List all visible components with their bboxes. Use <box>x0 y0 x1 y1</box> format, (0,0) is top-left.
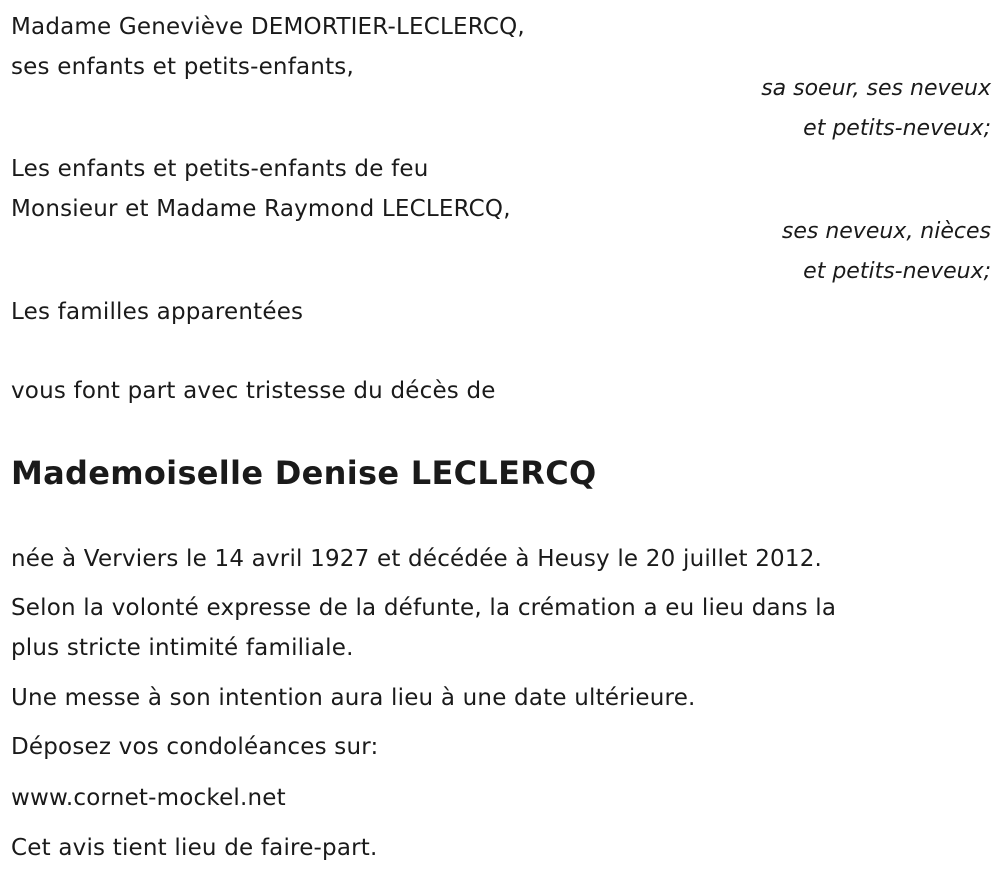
family-line-children: ses enfants et petits-enfants, <box>11 54 354 80</box>
relation-nephews-line2: et petits-neveux; <box>803 259 991 284</box>
family-line-related: Les familles apparentées <box>11 299 304 325</box>
relation-sister-line1: sa soeur, ses neveux <box>761 76 991 101</box>
relation-sister-line2: et petits-neveux; <box>803 116 991 141</box>
website-text: www.cornet-mockel.net <box>11 785 286 811</box>
cremation-line-2: plus stricte intimité familiale. <box>11 635 354 661</box>
closing-line: Cet avis tient lieu de faire-part. <box>11 835 378 861</box>
condolences-line: Déposez vos condoléances sur: <box>11 734 379 760</box>
announcement-text: vous font part avec tristesse du décès de <box>11 378 496 404</box>
family-line-raymond-children: Les enfants et petits-enfants de feu <box>11 156 429 182</box>
family-line-genevieve: Madame Geneviève DEMORTIER-LECLERCQ, <box>11 14 525 40</box>
mass-line: Une messe à son intention aura lieu à une date ultérieure. <box>11 685 696 711</box>
relation-nephews-line1: ses neveux, nièces <box>781 219 991 244</box>
cremation-line-1: Selon la volonté expresse de la défunte, la crémation a eu lieu dans la <box>11 595 837 621</box>
birth-death-line: née à Verviers le 14 avril 1927 et décédée à Heusy le 20 juillet 2012. <box>11 546 823 572</box>
family-line-raymond: Monsieur et Madame Raymond LECLERCQ, <box>11 196 511 222</box>
deceased-name: Mademoiselle Denise LECLERCQ <box>11 454 597 492</box>
